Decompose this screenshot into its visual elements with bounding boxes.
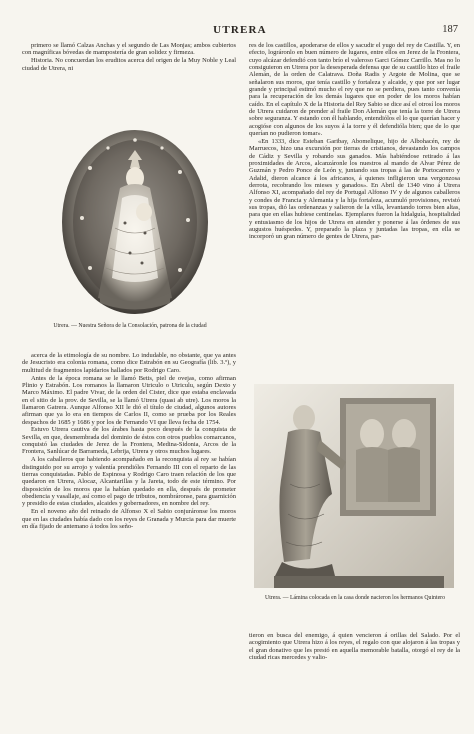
- left-column-top: [22, 42, 236, 72]
- running-head: [22, 24, 458, 38]
- paragraph: En el noveno año del reinado de Alfonso X el Sabio conjuráronse los moros que en las ciudades había dado con los reyes de Granada y Murcia para dar muerte en día fijado de antemano á todos los seño-: [22, 508, 236, 530]
- paragraph: A los caballeros que habiendo acompañado en la reconquista al rey se habían distinguido por su arrojo y valentía prendióles Fernando III con el reparto de las tierras conquistadas. Pablo de Espinosa y Rodrigo Caro traen relación de los que quedaron en Utrera, Alocaz, Alcantarillas y la Jareta, todo de este término. Por disposición de los moros que la habían quedado en ella, después de prometer obediencia y vasallaje, así como el pago de tributos, nombráronse, para guarnición y presidio de estas ciudades, alcaides y gobernadores, en nombre del rey.: [22, 456, 236, 508]
- page-number: 187: [442, 24, 458, 35]
- left-column-bottom: [22, 352, 236, 531]
- paragraph: acerca de la etimología de su nombre. Lo indudable, no obstante, que ya antes de Jesucristo era colonia romana, como dice Estrabón en su Geografía (lib. 3.º), y multitud de fragmentos lapidarios hallados por Rodrigo Caro.: [22, 352, 236, 374]
- virgin-image: [60, 128, 210, 316]
- paragraph: Antes de la época romana se le llamó Betis, piel de ovejas, como afirman Plinio y Estrabón. Los romanos la llamaron Utriculo o Utriculu, según Dexto y Marco Máximo. El padre Vivar, de la orden del Cister, dice que estaba enclavada en el sitio de la prov. de Sevilla, se la llamó Utrera (quasi ab utre). Los moros la llamaron Gatrera. Aunque Alfonso XII le dió el título de ciudad, algunos autores afirman que ya lo era en tiempos de Carlos II, como se prueba por los Reales despachos de 1685 y 1686 y por los de Fernando VI que lleva fecha de 1754.: [22, 374, 236, 426]
- right-column-bottom: [249, 632, 460, 661]
- paragraph: res de los castillos, apoderarse de ellos y sacudir el yugo del rey de Castilla. Y, en efecto, lográronlo en buen número de lugares, entre ellos en Jerez de la Frontera, cuyo alcázar defendió con tanto brío el valeroso Garci Gómez Carrillo. Mas no lo consiguieron en Utrera por la desesperada defensa que de su castillo hizo el fraile Alemán, de la orden de Calatrava. Doña Radis y Argote de Molina, que se señalaron sus moros, que tenía castillo y fortaleza y alcaide, y que por ser lugar grande y principal estimó mucho el rey que no se perdiera, pues tanto convenía para la recuperación de los demás lugares que en poder de los moros habían caído. En el capítulo X de la Historia del Rey Sabio se dice así el otrosí los moros de Utrera cuidaron de prender al fraile Don Alemán que tenía la torre de Utrera sobre seguranza. Y estando con él hablando, entendiólos el lo que querían hacer y acogióse con algunos de los suyos á la torre y él defendióla bien; que de lo que querían no pudieron tomar».: [249, 42, 460, 138]
- right-column-top: [249, 42, 460, 241]
- virgin-photo: [60, 128, 210, 316]
- paragraph: Estuvo Utrera cautiva de los árabes hasta poco después de la conquista de Sevilla, en que, desmembrada del dominio de éstos con otros pueblos comarcanos, conquistó las ciudades de Jerez de la Frontera, Medina-Sidonia, Arcos de la Frontera, Sanlúcar de Barrameda, Lebrija, Utrera y otros muchos lugares.: [22, 426, 236, 456]
- paragraph: tieron en busca del enemigo, á quien vencieron á orillas del Salado. Por el acogimiento que Utrera hizo á los reyes, el regalo con que alojaron á las tropas y el gran donativo que les prestó en aquella memorable batalla, otorgó el rey de la ciudad ricas mercedes y valio-: [249, 632, 460, 662]
- running-title: UTRERA: [213, 24, 267, 36]
- paragraph: Historia. No concuerdan los eruditos acerca del origen de la Muy Noble y Leal ciudad de Utrera, ni: [22, 57, 236, 72]
- sculpture-image: [254, 384, 454, 588]
- sculpture-photo: [254, 384, 454, 588]
- paragraph: «En 1333, dice Esteban Garibay, Abomelique, hijo de Albohacén, rey de Marruecos, hizo una excursión por tierras de cristianos, devastando los campos de Cádiz y Sevilla y robando sus ganados. Más habiéndose retirado á las proximidades de Arcos, alcanzáronle los nuestros al mando de Alvar Pérez de Guzmán y Pedro Ponce de León y, juntando sus tropas á las de Portocarrero y Adalid, dieron alcance á los africanos, á quienes infligieron una vergonzosa derrota, recobrando los mieses y ganados». En Abril de 1340 vino á Utrera Alfonso XI, acompañado del rey de Portugal Alfonso IV y de algunos caballeros y condes de Francia y Alemania y la hija fortaleza, acumuló provisiones, revistó sus tropas, dió las ordenanzas y salieron de la villa, levantando torres bien altas, para que en ellas hubiese centinelas. Ejemplares fueron la hidalguía, hospitalidad y entusiasmo de los hijos de Utrera en atender y ponerse á las órdenes de sus augustos huéspedes. Y, preparado la plaza y juntadas las tropas, en ella se incorporó un gran número de gentes de Utrera, par-: [249, 137, 460, 241]
- figure-caption: Utrera. — Lámina colocada en la casa donde nacieron los hermanos Quintero: [265, 595, 445, 601]
- paragraph: primero se llamó Calzas Anchas y el segundo de Las Monjas; ambos cubiertos con magníficas bóvedas de mampostería de gran solidez y firmeza.: [22, 42, 236, 57]
- figure-caption: Utrera. — Nuestra Señora de la Consolación, patrona de la ciudad: [53, 323, 207, 329]
